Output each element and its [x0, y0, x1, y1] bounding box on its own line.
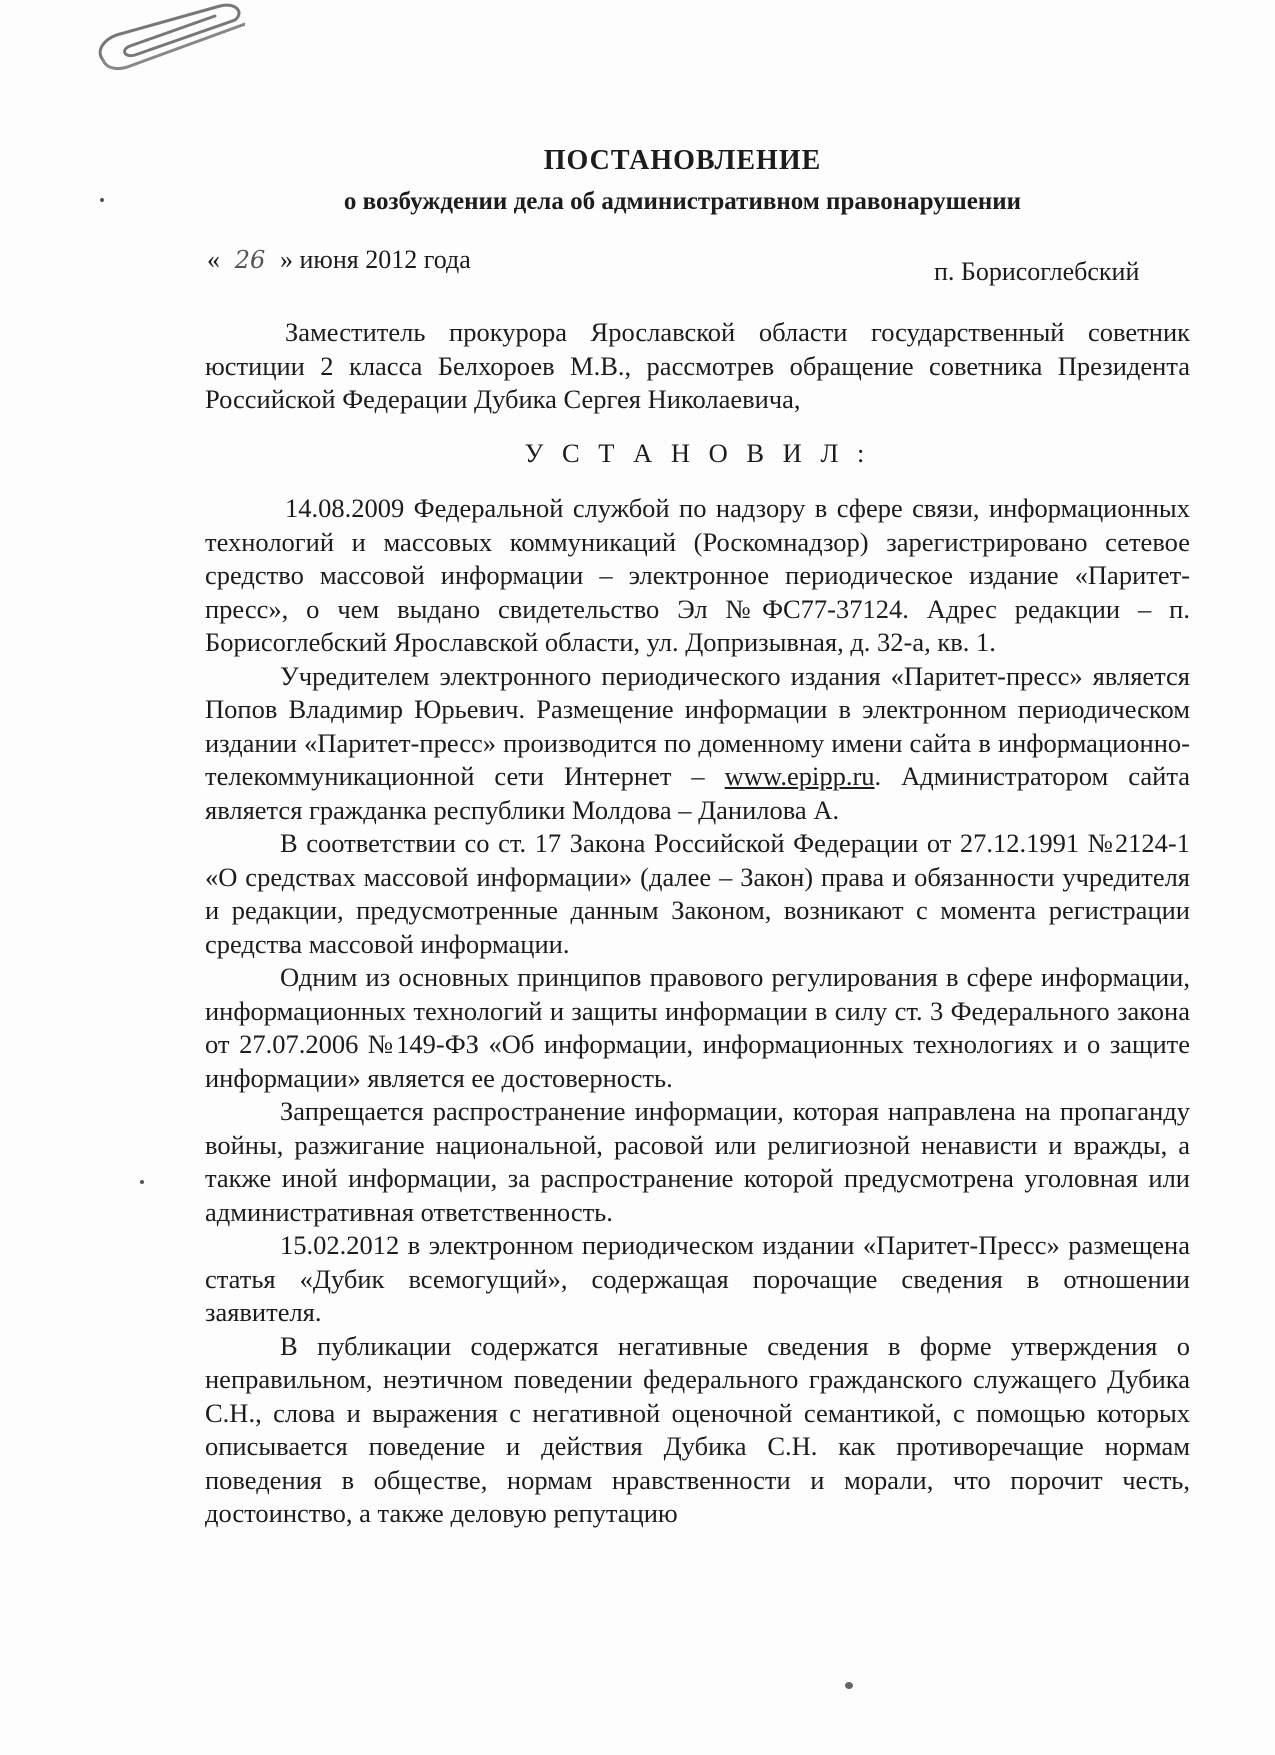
document-title: ПОСТАНОВЛЕНИЕ — [543, 145, 822, 176]
document-date — [207, 245, 471, 275]
date-close-quote: » — [280, 245, 293, 274]
founder-text-end: . Администратором сайта является гражданка республики Молдова – Данилова А. — [205, 761, 1190, 825]
document-place: п. Борисоглебский — [934, 257, 1140, 286]
date-day-handwritten: 26 — [234, 246, 266, 274]
date-open-quote: « — [207, 245, 220, 274]
site-link[interactable]: www.epipp.ru — [724, 761, 875, 791]
date-month-year: июня 2012 года — [293, 245, 471, 274]
section-heading: У С Т А Н О В И Л : — [524, 437, 871, 468]
paragraph-law: В соответствии со ст. 17 Закона Российской Федерации от 27.12.1991 №2124-1 «О средствах массовой информации» (далее – Закон) права и обязанности учредителя и редакции, предусмотренные данным Законом, возникают с момента регистрации средства массовой информации. — [205, 828, 1190, 959]
paragraph-article: 15.02.2012 в электронном периодическом издании «Паритет-Пресс» размещена статья «Дубик всемогущий», содержащая порочащие сведения в отношении заявителя. — [205, 1230, 1190, 1327]
scan-speck — [845, 1682, 853, 1689]
scan-speck — [140, 1180, 144, 1184]
paragraph-founder — [205, 660, 1190, 828]
paragraph-publication: В публикации содержатся негативные сведения в форме утверждения о неправильном, неэтичном поведении федерального гражданского служащего Дубика С.Н., слова и выражения с негативной оценочной семантикой, с помощью которых описывается поведение и действия Дубика С.Н. как противоречащие нормам поведения в обществе, нормам нравственности и морали, что порочит честь, достоинство, а также деловую репутацию — [205, 1330, 1190, 1528]
paperclip-icon — [95, 0, 245, 80]
paragraph-registration: 14.08.2009 Федеральной службой по надзору в сфере связи, информационных технологий и массовых коммуникаций (Роскомнадзор) зарегистрировано сетевое средство массовой информации – электронное периодическое издание «Паритет-пресс», о чем выдано свидетельство Эл №ФС77-37124. Адрес редакции – п. Борисоглебский Ярославской области, ул. Допризывная, д. 32-а, кв. 1. — [205, 493, 1190, 657]
document-body — [205, 316, 1190, 1531]
intro-paragraph: Заместитель прокурора Ярославской области государственный советник юстиции 2 класса Белхороев М.В., рассмотрев обращение советника Президента Российской Федерации Дубика Сергея Николаевича, — [205, 317, 1190, 414]
paragraph-principle: Одним из основных принципов правового регулирования в сфере информации, информационных технологий и защиты информации в силу ст. 3 Федерального закона от 27.07.2006 №149-ФЗ «Об информации, информационных технологиях и о защите информации» является ее достоверность. — [205, 962, 1190, 1093]
document-subtitle: о возбуждении дела об административном правонарушении — [343, 188, 1022, 215]
founder-text: Учредителем электронного периодического издания «Паритет-пресс» является Попов Владимир Юрьевич. Размещение информации в электронном периодическом издании «Паритет-пресс» производится по доменному имени сайта в информационно-телекоммуникационной сети Интернет – — [205, 660, 1190, 791]
paragraph-prohibition: Запрещается распространение информации, которая направлена на пропаганду войны, разжигание национальной, расовой или религиозной ненависти и вражды, а также иной информации, за распространение которой предусмотрена уголовная или административная ответственность. — [205, 1096, 1190, 1227]
